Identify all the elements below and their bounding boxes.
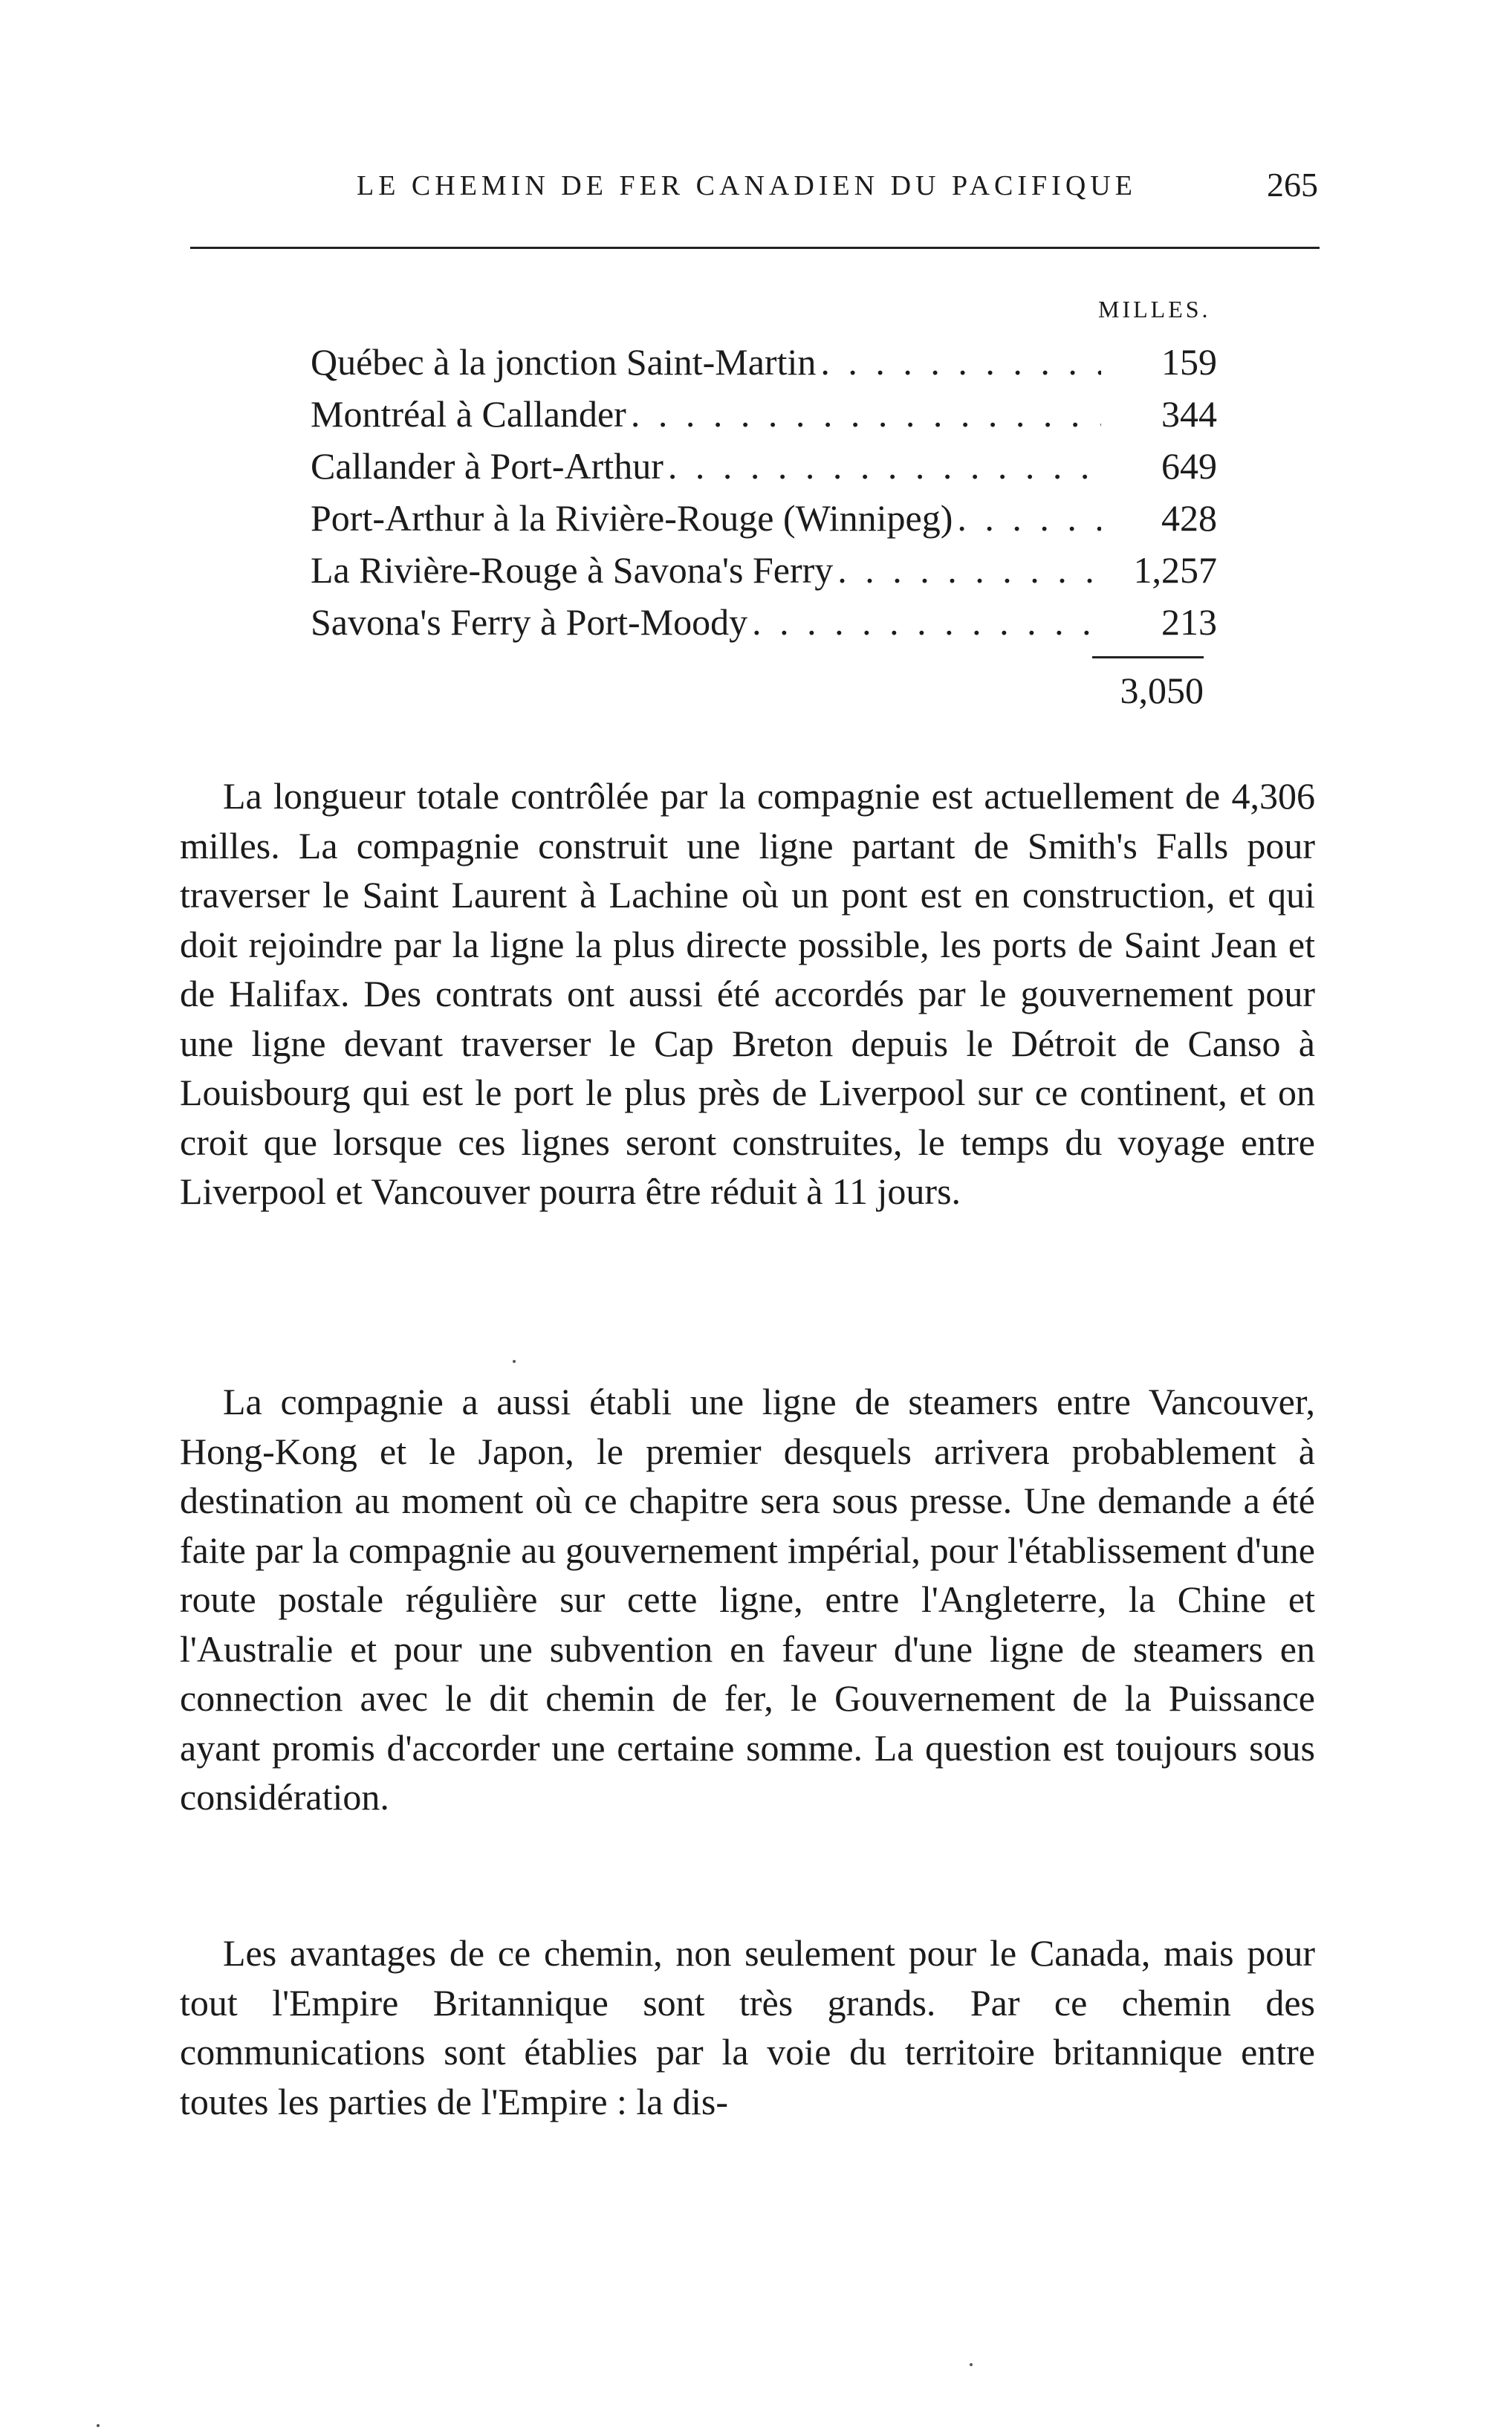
total-miles: 3,050 — [1120, 670, 1204, 711]
distance-row — [311, 392, 1217, 444]
route-miles: 649 — [1161, 445, 1217, 487]
route-miles: 1,257 — [1133, 549, 1217, 591]
sum-rule — [1092, 656, 1204, 658]
distance-unit-label: MILLES. — [1098, 296, 1211, 323]
dot-leader — [631, 392, 1101, 435]
page-number: 265 — [1267, 166, 1318, 204]
route-name: Montréal à Callander — [311, 393, 626, 435]
print-speck — [513, 1360, 516, 1363]
route-name: Savona's Ferry à Port-Moody — [311, 601, 748, 643]
distance-row — [311, 340, 1217, 392]
print-speck — [97, 2424, 100, 2427]
distance-table — [311, 340, 1217, 652]
dot-leader — [668, 444, 1101, 487]
dot-leader — [957, 496, 1101, 540]
route-miles: 428 — [1161, 497, 1217, 539]
route-name: Québec à la jonction Saint-Martin — [311, 341, 817, 383]
body-paragraph: Les avantages de ce chemin, non seulement pour le Canada, mais pour tout l'Empire Britannique sont très grands. Par ce chemin des communications sont établies par la voie du territoire britannique entre toutes les parties de l'Empire : la dis- — [180, 1932, 1315, 2122]
body-paragraph: La longueur totale contrôlée par la compagnie est actuellement de 4,306 milles. La compagnie construit une ligne partant de Smith's Falls pour traverser le Saint Laurent à Lachine où un pont est en construction, et qui doit rejoindre par la ligne la plus directe possible, les ports de Saint Jean et de Halifax. Des contrats ont aussi été accordés par le gouvernement pour une ligne devant traverser le Cap Breton depuis le Détroit de Canso à Louisbourg qui est le port le plus près de Liverpool sur ce continent, et on croit que lorsque ces lignes seront construites, le temps du voyage entre Liverpool et Vancouver pourra être réduit à 11 jours. — [180, 775, 1315, 1212]
running-head: LE CHEMIN DE FER CANADIEN DU PACIFIQUE — [357, 170, 1137, 201]
body-paragraph: La compagnie a aussi établi une ligne de steamers entre Vancouver, Hong-Kong et le Japon, le premier desquels arrivera probablement à destination au moment où ce chapitre sera sous presse. Une demande a été faite par la compagnie au gouvernement impérial, pour l'établissement d'une route postale régulière sur cette ligne, entre l'Angleterre, la Chine et l'Australie et pour une subvention en faveur d'une ligne de steamers en connection avec le dit chemin de fer, le Gouvernement de la Puissance ayant promis d'accorder une certaine somme. La question est toujours sous considération. — [180, 1381, 1315, 1818]
dot-leader — [752, 600, 1101, 644]
dot-leader — [820, 340, 1101, 383]
dot-leader — [837, 548, 1101, 592]
header-rule — [190, 247, 1320, 249]
distance-row — [311, 496, 1217, 548]
distance-row — [311, 600, 1217, 652]
route-miles: 159 — [1161, 341, 1217, 383]
distance-row — [311, 548, 1217, 600]
distance-row — [311, 444, 1217, 496]
print-speck — [970, 2363, 973, 2366]
route-name: Callander à Port-Arthur — [311, 445, 663, 487]
route-miles: 213 — [1161, 601, 1217, 643]
route-name: Port-Arthur à la Rivière-Rouge (Winnipeg) — [311, 497, 953, 539]
route-miles: 344 — [1161, 393, 1217, 435]
route-name: La Rivière-Rouge à Savona's Ferry — [311, 549, 834, 591]
